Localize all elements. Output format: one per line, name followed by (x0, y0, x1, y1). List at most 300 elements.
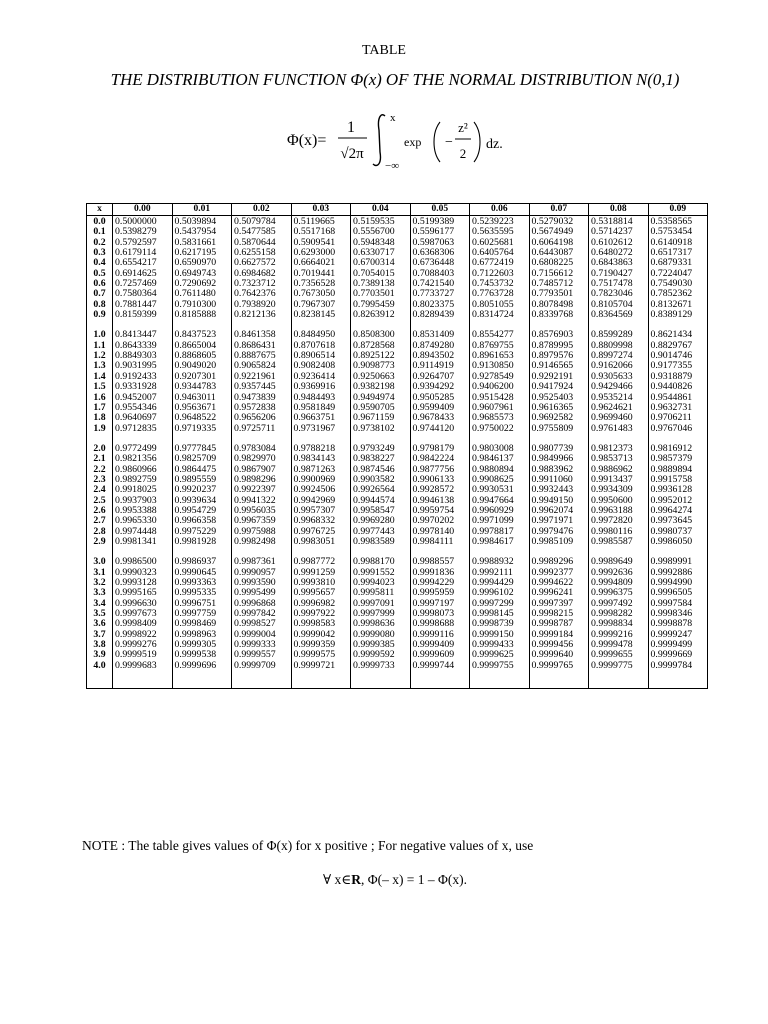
table-cell: 0.9221961 (232, 372, 292, 382)
table-cell: 0.9998346 (648, 609, 708, 619)
table-cell: 0.8887675 (232, 351, 292, 361)
table-cell: 0.7938920 (232, 300, 292, 310)
table-cell: 0.8849303 (113, 351, 173, 361)
table-cell: 0.9996102 (470, 588, 530, 598)
table-cell: 0.9999765 (529, 661, 589, 671)
table-cell: 0.9996868 (232, 599, 292, 609)
table-cell: 0.9999184 (529, 630, 589, 640)
table-cell: 0.9987772 (291, 557, 351, 567)
table-cell: 0.9292191 (529, 372, 589, 382)
table-cell: 0.7054015 (351, 269, 411, 279)
table-cell: 0.9049020 (172, 361, 232, 371)
table-cell: 0.6480272 (589, 248, 649, 258)
table-cell: 0.9975229 (172, 527, 232, 537)
table-cell: 0.9999433 (470, 640, 530, 650)
table-cell: 0.9146565 (529, 361, 589, 371)
table-cell: 0.8868605 (172, 351, 232, 361)
table-cell: 0.9992111 (470, 568, 530, 578)
table-cell: 0.9750022 (470, 424, 530, 434)
table-cell: 0.5517168 (291, 227, 351, 237)
table-cell: 0.9998282 (589, 609, 649, 619)
table-cell: 0.9473839 (232, 393, 292, 403)
table-cell: 0.9990645 (172, 568, 232, 578)
page-heading: TABLE (362, 43, 406, 58)
spacer-cell (113, 547, 173, 557)
table-cell: 0.9331928 (113, 382, 173, 392)
table-cell: 0.9942969 (291, 496, 351, 506)
table-cell: 0.8961653 (470, 351, 530, 361)
spacer-cell (470, 671, 530, 689)
spacer-cell (529, 547, 589, 557)
table-cell: 0.7967307 (291, 300, 351, 310)
table-cell: 0.9991552 (351, 568, 411, 578)
table-cell: 0.9930531 (470, 485, 530, 495)
table-cell: 0.9535214 (589, 393, 649, 403)
table-cell: 0.7549030 (648, 279, 708, 289)
table-cell: 0.9505285 (410, 393, 470, 403)
table-row (87, 393, 708, 403)
table-cell: 0.7823046 (589, 289, 649, 299)
table-cell: 0.5987063 (410, 238, 470, 248)
table-cell: 0.7290692 (172, 279, 232, 289)
formula-numerator: 1 (347, 119, 355, 136)
spacer-cell (87, 547, 113, 557)
table-cell: 0.9731967 (291, 424, 351, 434)
table-cell: 0.5635595 (470, 227, 530, 237)
column-header: 0.05 (410, 204, 470, 216)
table-cell: 0.9903582 (351, 475, 411, 485)
spacer-cell (113, 320, 173, 330)
table-row (87, 578, 708, 588)
table-cell: 0.9960929 (470, 506, 530, 516)
table-cell: 0.9440826 (648, 382, 708, 392)
table-cell: 0.9544861 (648, 393, 708, 403)
row-label: 3.0 (87, 557, 113, 567)
table-cell: 0.9999499 (648, 640, 708, 650)
table-cell: 0.9849966 (529, 454, 589, 464)
table-cell: 0.7910300 (172, 300, 232, 310)
header-row (87, 204, 708, 216)
table-cell: 0.9640697 (113, 413, 173, 423)
table-cell: 0.9725711 (232, 424, 292, 434)
table-cell: 0.9999538 (172, 650, 232, 660)
table-cell: 0.9162066 (589, 361, 649, 371)
table-cell: 0.7019441 (291, 269, 351, 279)
table-cell: 0.9860966 (113, 465, 173, 475)
spacer-cell (172, 434, 232, 444)
table-cell: 0.8576903 (529, 330, 589, 340)
table-cell: 0.9973645 (648, 516, 708, 526)
table-cell: 0.9712835 (113, 424, 173, 434)
table-cell: 0.8289439 (410, 310, 470, 320)
table-cell: 0.9989991 (648, 557, 708, 567)
table-cell: 0.8339768 (529, 310, 589, 320)
table-cell: 0.6736448 (410, 258, 470, 268)
table-cell: 0.9915758 (648, 475, 708, 485)
spacer-cell (232, 671, 292, 689)
table-cell: 0.8023375 (410, 300, 470, 310)
table-cell: 0.6949743 (172, 269, 232, 279)
table-cell: 0.9983051 (291, 537, 351, 547)
table-cell: 0.9999733 (351, 661, 411, 671)
spacer-cell (410, 671, 470, 689)
table-cell: 0.9988557 (410, 557, 470, 567)
table-cell: 0.9967359 (232, 516, 292, 526)
table-cell: 0.9874546 (351, 465, 411, 475)
table-cell: 0.9886962 (589, 465, 649, 475)
table-cell: 0.6179114 (113, 248, 173, 258)
table-cell: 0.9998963 (172, 630, 232, 640)
table-cell: 0.9957307 (291, 506, 351, 516)
table-cell: 0.9990957 (232, 568, 292, 578)
row-label: 3.2 (87, 578, 113, 588)
table-cell: 0.9581849 (291, 403, 351, 413)
row-label: 3.3 (87, 588, 113, 598)
spacer-cell (172, 671, 232, 689)
table-cell: 0.9895559 (172, 475, 232, 485)
table-cell: 0.9829970 (232, 454, 292, 464)
table-cell: 0.9494974 (351, 393, 411, 403)
table-cell: 0.9989296 (529, 557, 589, 567)
table-cell: 0.9807739 (529, 444, 589, 454)
row-label: 0.0 (87, 216, 113, 228)
table-cell: 0.5119665 (291, 216, 351, 228)
table-cell: 0.8769755 (470, 341, 530, 351)
table-cell: 0.9981341 (113, 537, 173, 547)
table-cell: 0.9908625 (470, 475, 530, 485)
table-cell: 0.9963188 (589, 506, 649, 516)
table-cell: 0.9999709 (232, 661, 292, 671)
table-cell: 0.8413447 (113, 330, 173, 340)
table-cell: 0.9992886 (648, 568, 708, 578)
table-cell: 0.7389138 (351, 279, 411, 289)
table-cell: 0.6368306 (410, 248, 470, 258)
column-header: 0.06 (470, 204, 530, 216)
table-cell: 0.9357445 (232, 382, 292, 392)
table-cell: 0.9999305 (172, 640, 232, 650)
table-cell: 0.7852362 (648, 289, 708, 299)
table-cell: 0.6025681 (470, 238, 530, 248)
spacer-cell (470, 547, 530, 557)
table-row (87, 506, 708, 516)
table-cell: 0.9871263 (291, 465, 351, 475)
table-cell: 0.5199389 (410, 216, 470, 228)
table-cell: 0.9962074 (529, 506, 589, 516)
spacer-cell (410, 547, 470, 557)
table-cell: 0.9968332 (291, 516, 351, 526)
table-cell: 0.9986937 (172, 557, 232, 567)
table-cell: 0.8686431 (232, 341, 292, 351)
spacer-cell (113, 434, 173, 444)
row-label: 0.3 (87, 248, 113, 258)
table-cell: 0.9999784 (648, 661, 708, 671)
table-cell: 0.9572838 (232, 403, 292, 413)
table-cell: 0.9999116 (410, 630, 470, 640)
table-cell: 0.9821356 (113, 454, 173, 464)
table-cell: 0.9975988 (232, 527, 292, 537)
table-cell: 0.8925122 (351, 351, 411, 361)
table-cell: 0.9767046 (648, 424, 708, 434)
table-cell: 0.9926564 (351, 485, 411, 495)
table-cell: 0.9913437 (589, 475, 649, 485)
table-cell: 0.9971099 (470, 516, 530, 526)
row-label: 2.6 (87, 506, 113, 516)
table-row (87, 289, 708, 299)
table-cell: 0.9318879 (648, 372, 708, 382)
table-cell: 0.6590970 (172, 258, 232, 268)
table-row (87, 413, 708, 423)
table-cell: 0.9993128 (113, 578, 173, 588)
spacer-cell (291, 434, 351, 444)
row-label: 3.9 (87, 650, 113, 660)
table-cell: 0.9999683 (113, 661, 173, 671)
table-cell: 0.8621434 (648, 330, 708, 340)
table-cell: 0.6517317 (648, 248, 708, 258)
table-cell: 0.8159399 (113, 310, 173, 320)
table-cell: 0.9998636 (351, 619, 411, 629)
row-spacer (87, 320, 708, 330)
table-cell: 0.9997299 (470, 599, 530, 609)
table-cell: 0.8508300 (351, 330, 411, 340)
table-row (87, 216, 708, 228)
table-cell: 0.9997197 (410, 599, 470, 609)
table-cell: 0.9994622 (529, 578, 589, 588)
column-header: 0.07 (529, 204, 589, 216)
table-cell: 0.9918025 (113, 485, 173, 495)
table-cell: 0.8979576 (529, 351, 589, 361)
table-cell: 0.9988170 (351, 557, 411, 567)
table-cell: 0.9970202 (410, 516, 470, 526)
table-cell: 0.9877756 (410, 465, 470, 475)
table-cell: 0.9936128 (648, 485, 708, 495)
table-cell: 0.8212136 (232, 310, 292, 320)
table-cell: 0.9956035 (232, 506, 292, 516)
table-cell: 0.9920237 (172, 485, 232, 495)
table-cell: 0.9991836 (410, 568, 470, 578)
table-cell: 0.8051055 (470, 300, 530, 310)
table-cell: 0.9999456 (529, 640, 589, 650)
table-cell: 0.9998878 (648, 619, 708, 629)
table-cell: 0.9959754 (410, 506, 470, 516)
row-label: 1.6 (87, 393, 113, 403)
table-cell: 0.9999519 (113, 650, 173, 660)
row-label: 3.7 (87, 630, 113, 640)
table-cell: 0.5477585 (232, 227, 292, 237)
row-label: 1.9 (87, 424, 113, 434)
table-cell: 0.5358565 (648, 216, 708, 228)
table-cell: 0.9977443 (351, 527, 411, 537)
table-cell: 0.5039894 (172, 216, 232, 228)
table-cell: 0.9996505 (648, 588, 708, 598)
table-cell: 0.9065824 (232, 361, 292, 371)
table-row (87, 361, 708, 371)
spacer-cell (232, 434, 292, 444)
table-cell: 0.8997274 (589, 351, 649, 361)
table-cell: 0.9980737 (648, 527, 708, 537)
table-cell: 0.9999609 (410, 650, 470, 660)
spacer-cell (113, 671, 173, 689)
table-row (87, 238, 708, 248)
table-cell: 0.9685573 (470, 413, 530, 423)
table-row (87, 351, 708, 361)
table-cell: 0.9989649 (589, 557, 649, 567)
table-cell: 0.7763728 (470, 289, 530, 299)
exponent-denominator: 2 (459, 146, 467, 161)
table-cell: 0.9719335 (172, 424, 232, 434)
row-label: 2.7 (87, 516, 113, 526)
table-cell: 0.5909541 (291, 238, 351, 248)
table-cell: 0.9950600 (589, 496, 649, 506)
table-cell: 0.9846137 (470, 454, 530, 464)
table-cell: 0.8665004 (172, 341, 232, 351)
row-label: 0.4 (87, 258, 113, 268)
table-row (87, 516, 708, 526)
table-row (87, 568, 708, 578)
table-cell: 0.6330717 (351, 248, 411, 258)
symmetry-equation (0, 872, 768, 888)
table-cell: 0.9998688 (410, 619, 470, 629)
table-cell: 0.6843863 (589, 258, 649, 268)
formula-minus: − (445, 135, 453, 150)
column-header: 0.03 (291, 204, 351, 216)
table-cell: 0.8078498 (529, 300, 589, 310)
table-cell: 0.9998409 (113, 619, 173, 629)
table-row (87, 403, 708, 413)
formula-denominator: √2π (340, 146, 364, 162)
row-label: 2.0 (87, 444, 113, 454)
row-label: 1.0 (87, 330, 113, 340)
table-row (87, 465, 708, 475)
table-cell: 0.5079784 (232, 216, 292, 228)
table-cell: 0.9997397 (529, 599, 589, 609)
table-cell: 0.9953388 (113, 506, 173, 516)
spacer-cell (410, 320, 470, 330)
table-cell: 0.9952012 (648, 496, 708, 506)
row-label: 0.7 (87, 289, 113, 299)
table-cell: 0.9554346 (113, 403, 173, 413)
table-header (87, 204, 708, 216)
table-cell: 0.5674949 (529, 227, 589, 237)
row-label: 2.5 (87, 496, 113, 506)
formula-dz: dz. (486, 137, 503, 152)
table-cell: 0.9250663 (351, 372, 411, 382)
table-cell: 0.7156612 (529, 269, 589, 279)
table-cell: 0.9964274 (648, 506, 708, 516)
table-cell: 0.9793249 (351, 444, 411, 454)
row-label: 3.4 (87, 599, 113, 609)
spacer-cell (351, 547, 411, 557)
table-cell: 0.9130850 (470, 361, 530, 371)
table-cell: 0.9998739 (470, 619, 530, 629)
table-cell: 0.9998469 (172, 619, 232, 629)
formula-lhs: Φ(x)= (287, 132, 327, 149)
table-cell: 0.9991259 (291, 568, 351, 578)
table-cell: 0.9192433 (113, 372, 173, 382)
table-row (87, 640, 708, 650)
table-cell: 0.9344783 (172, 382, 232, 392)
table-cell: 0.9988932 (470, 557, 530, 567)
table-cell: 0.9842224 (410, 454, 470, 464)
table-cell: 0.9996751 (172, 599, 232, 609)
column-header: 0.02 (232, 204, 292, 216)
table-cell: 0.9922397 (232, 485, 292, 495)
table-cell: 0.5437954 (172, 227, 232, 237)
table-cell: 0.7421540 (410, 279, 470, 289)
table-cell: 0.9974448 (113, 527, 173, 537)
table-cell: 0.9999004 (232, 630, 292, 640)
spacer-cell (589, 547, 649, 557)
table-cell: 0.6808225 (529, 258, 589, 268)
table-cell: 0.9972820 (589, 516, 649, 526)
table-cell: 0.9986500 (113, 557, 173, 567)
table-cell: 0.5831661 (172, 238, 232, 248)
table-cell: 0.9971971 (529, 516, 589, 526)
table-cell: 0.9998527 (232, 619, 292, 629)
table-cell: 0.9999216 (589, 630, 649, 640)
table-cell: 0.9911060 (529, 475, 589, 485)
table-cell: 0.9998834 (589, 619, 649, 629)
row-label: 4.0 (87, 661, 113, 671)
table-cell: 0.9616365 (529, 403, 589, 413)
table-row (87, 630, 708, 640)
table-cell: 0.5870644 (232, 238, 292, 248)
table-cell: 0.9954729 (172, 506, 232, 516)
table-cell: 0.8531409 (410, 330, 470, 340)
table-cell: 0.9997673 (113, 609, 173, 619)
table-cell: 0.9995811 (351, 588, 411, 598)
table-row (87, 227, 708, 237)
table-cell: 0.6140918 (648, 238, 708, 248)
row-label: 2.9 (87, 537, 113, 547)
table-cell: 0.9996982 (291, 599, 351, 609)
table-cell: 0.9014746 (648, 351, 708, 361)
table-row (87, 372, 708, 382)
table-cell: 0.7224047 (648, 269, 708, 279)
table-cell: 0.9738102 (351, 424, 411, 434)
table-cell: 0.9946138 (410, 496, 470, 506)
table-cell: 0.9880894 (470, 465, 530, 475)
spacer-cell (351, 434, 411, 444)
table-cell: 0.9998583 (291, 619, 351, 629)
table-cell: 0.9924506 (291, 485, 351, 495)
table-cell: 0.8829767 (648, 341, 708, 351)
table-cell: 0.8105704 (589, 300, 649, 310)
table-cell: 0.9114919 (410, 361, 470, 371)
table-cell: 0.5318814 (589, 216, 649, 228)
table-cell: 0.9999080 (351, 630, 411, 640)
equation-rest: , Φ(– x) = 1 – Φ(x). (360, 872, 468, 887)
table-cell: 0.9648522 (172, 413, 232, 423)
table-cell: 0.9937903 (113, 496, 173, 506)
table-cell: 0.9986050 (648, 537, 708, 547)
table-cell: 0.8707618 (291, 341, 351, 351)
table-cell: 0.9463011 (172, 393, 232, 403)
table-cell: 0.9999744 (410, 661, 470, 671)
integral-upper-limit: x (390, 112, 396, 124)
table-row (87, 475, 708, 485)
table-row (87, 557, 708, 567)
table-cell: 0.9031995 (113, 361, 173, 371)
integral-sign-icon (373, 115, 385, 166)
table-cell: 0.9995335 (172, 588, 232, 598)
row-label: 3.6 (87, 619, 113, 629)
row-label: 2.8 (87, 527, 113, 537)
row-spacer (87, 434, 708, 444)
table-cell: 0.9369916 (291, 382, 351, 392)
table-cell: 0.9788218 (291, 444, 351, 454)
table-cell: 0.9825709 (172, 454, 232, 464)
formula-exp: exp (404, 135, 422, 149)
